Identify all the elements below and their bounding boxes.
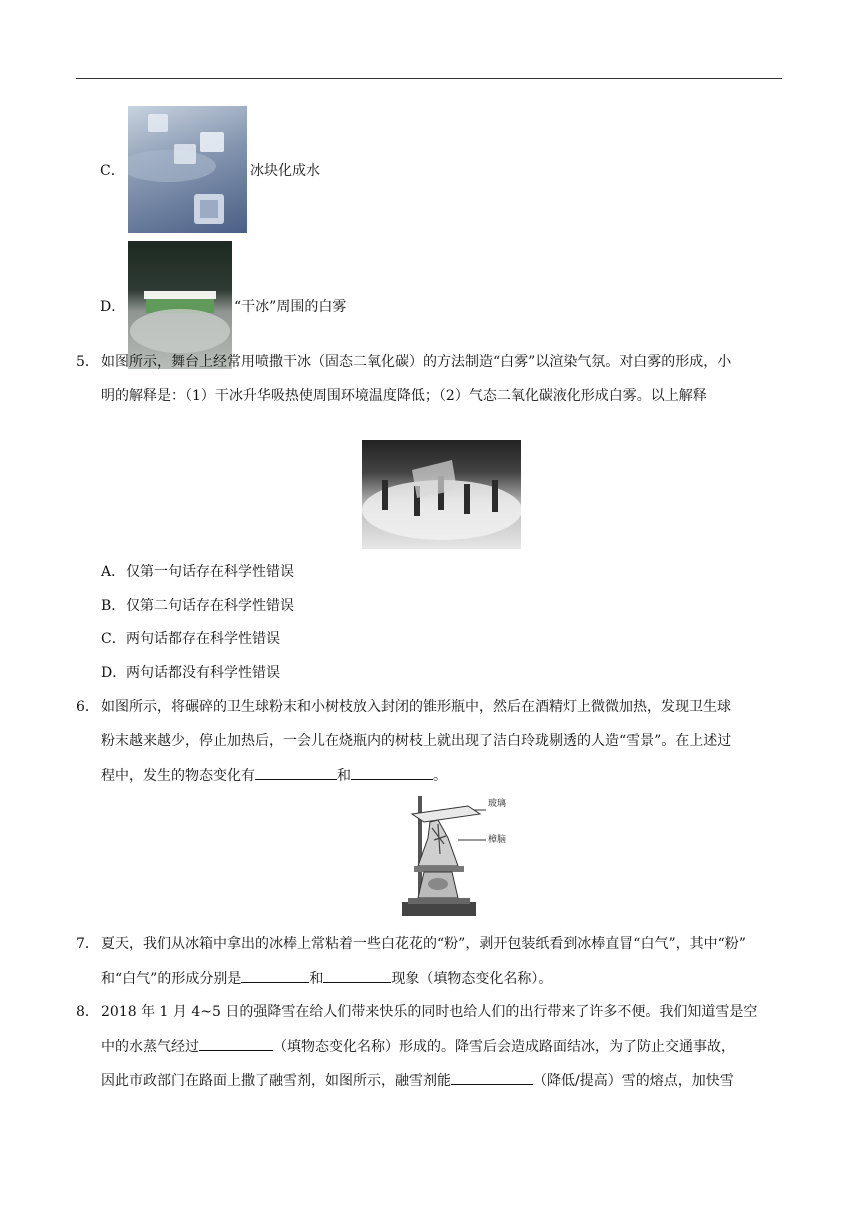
option-d-letter: D．	[100, 299, 126, 315]
figure-label-glass: 玻璃	[488, 799, 507, 809]
q5-text-line2: 明的解释是：（1）干冰升华吸热使周围环境温度降低；（2）气态二氧化碳液化形成白雾。以上解释	[101, 388, 707, 404]
q6-answer-blank-1[interactable]	[255, 765, 337, 780]
option-c-caption: 冰块化成水	[250, 163, 320, 179]
q6-line3-prefix: 程中，发生的物态变化有	[101, 768, 255, 784]
q8-line3-prefix: 因此市政部门在路面上撒了融雪剂，如图所示，融雪剂能	[101, 1073, 451, 1089]
q6-text-line2: 粉末越来越少，停止加热后，一会儿在烧瓶内的树枝上就出现了洁白玲珑剔透的人造“雪景”。在上述过	[101, 733, 732, 749]
q5-option-c-text: 两句话都存在科学性错误	[126, 631, 280, 647]
q5-option-a-text: 仅第一句话存在科学性错误	[126, 564, 294, 580]
q6-answer-blank-2[interactable]	[351, 765, 433, 780]
q5-number: 5．	[76, 354, 99, 370]
stage-dry-ice-photo	[362, 440, 521, 549]
option-d-caption: “干冰”周围的白雾	[234, 299, 347, 315]
q8-text-line1: 2018 年 1 月 4~5 日的强降雪在给人们带来快乐的同时也给人们的出行带来了许多不便。我们知道雪是空	[101, 1004, 758, 1020]
q8-text-line3	[101, 1070, 734, 1091]
q7-line2-suffix: 现象（填物态变化名称）。	[391, 971, 553, 987]
q5-option-b-letter: B．	[101, 598, 126, 614]
q6-number: 6．	[76, 699, 99, 715]
q7-number: 7．	[76, 936, 99, 952]
q8-line3-suffix: （降低/提高）雪的熔点，加快雪	[533, 1073, 734, 1089]
q5-option-d-letter: D．	[101, 665, 127, 681]
camphor-apparatus-figure	[388, 794, 507, 924]
q5-option-d-text: 两句话都没有科学性错误	[126, 665, 280, 681]
q5-option-a-letter: A．	[101, 564, 126, 580]
figure-label-camphor: 樟脑	[488, 835, 507, 845]
header-rule	[76, 78, 782, 79]
q8-text-line2	[101, 1036, 735, 1057]
q7-text-line2	[101, 968, 552, 989]
q7-answer-blank-2[interactable]	[323, 968, 391, 983]
q5-text-line1: 如图所示，舞台上经常用喷撒干冰（固态二氧化碳）的方法制造“白雾”以渲染气氛。对白雾的形成，小	[101, 354, 732, 370]
q7-line2-and: 和	[309, 971, 324, 987]
q8-answer-blank-2[interactable]	[451, 1070, 533, 1085]
q7-text-line1: 夏天，我们从冰箱中拿出的冰棒上常粘着一些白花花的“粉”，剥开包装纸看到冰棒直冒“白气”，其中“粉”	[101, 936, 746, 952]
q8-answer-blank-1[interactable]	[199, 1036, 273, 1051]
q6-text-line3	[101, 765, 447, 786]
q7-line2-prefix: 和“白气”的形成分别是	[101, 971, 242, 987]
q8-number: 8．	[76, 1004, 99, 1020]
q7-answer-blank-1[interactable]	[241, 968, 309, 983]
dry-ice-fog-photo	[128, 241, 232, 369]
q8-line2-suffix: （填物态变化名称）形成的。降雪后会造成路面结冰，为了防止交通事故，	[273, 1039, 735, 1055]
q6-line3-period: 。	[433, 768, 447, 784]
q6-text-line1: 如图所示，将碾碎的卫生球粉末和小树枝放入封闭的锥形瓶中，然后在酒精灯上微微加热，发现卫生球	[101, 699, 731, 715]
q5-option-c-letter: C．	[101, 631, 126, 647]
q8-line2-prefix: 中的水蒸气经过	[101, 1039, 199, 1055]
q6-line3-and: 和	[337, 768, 351, 784]
q5-option-b-text: 仅第二句话存在科学性错误	[126, 598, 294, 614]
option-c-letter: C．	[100, 163, 125, 179]
ice-melting-photo	[128, 106, 247, 233]
